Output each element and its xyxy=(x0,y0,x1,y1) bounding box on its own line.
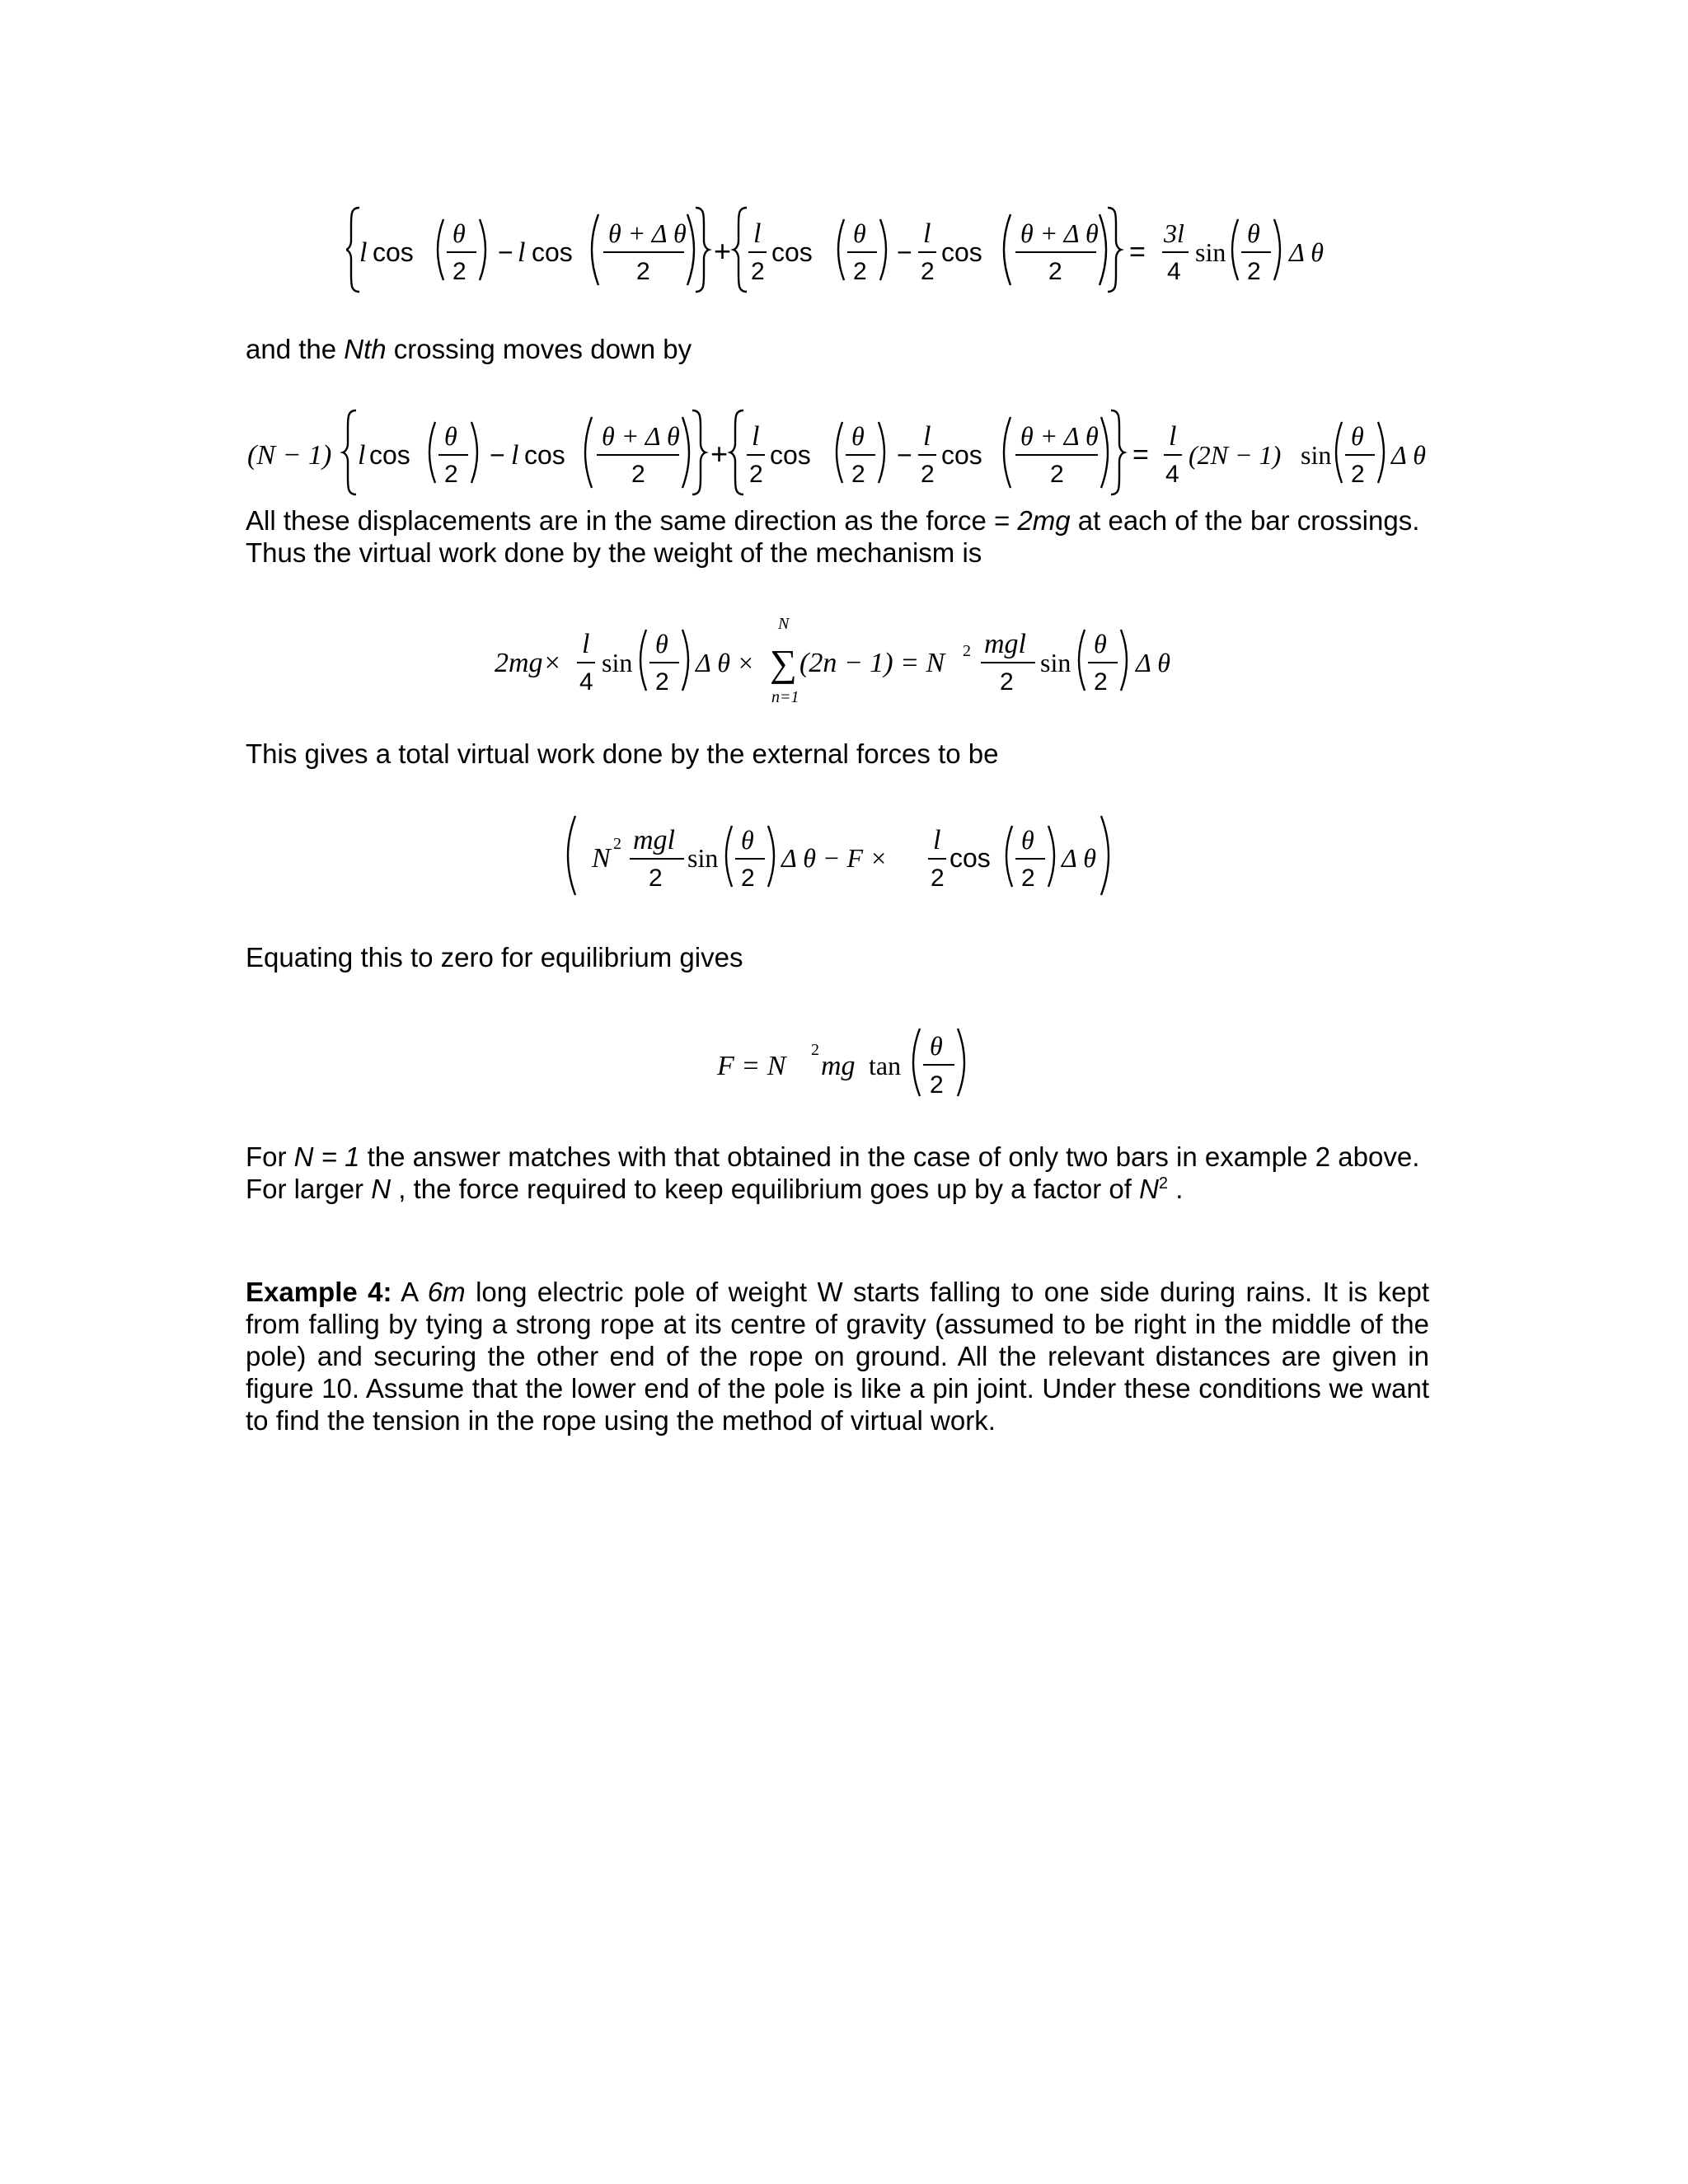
eq2-two3: 2 xyxy=(749,461,763,488)
eq2-minus2: − xyxy=(897,440,912,470)
eq1-two2: 2 xyxy=(636,258,650,285)
eq4-mid: Δ θ − F × xyxy=(781,843,888,873)
paren-open xyxy=(640,630,646,691)
eq4-cos: cos xyxy=(950,843,991,873)
eq2-num: θ + Δ θ xyxy=(602,421,680,451)
eq2-two7: 2 xyxy=(1351,461,1365,488)
eq1-dtheta: Δ θ xyxy=(1289,237,1324,267)
eq4-l: l xyxy=(933,825,941,855)
paren-close xyxy=(1274,219,1280,280)
equation-3 xyxy=(491,602,1217,717)
example-4-label: Example 4: xyxy=(246,1277,392,1307)
eq2-theta: θ xyxy=(444,421,457,451)
eq2-two4: 2 xyxy=(851,461,865,488)
n-equals-one-paragraph: For N = 1 the answer matches with that obtained in the case of only two bars in example 2 above. For larger N , the force required to keep equilibrium goes up by a factor of $N^2$ . xyxy=(246,1141,1420,1204)
brace-close xyxy=(696,208,709,292)
brace-close xyxy=(1111,410,1124,494)
paren-open xyxy=(568,816,575,895)
eq4-dtheta: Δ θ xyxy=(1062,843,1096,873)
brace-close xyxy=(692,410,706,494)
paren-open xyxy=(1336,422,1342,483)
eq4-two3: 2 xyxy=(931,865,945,892)
eq1-cos3: cos xyxy=(771,237,813,267)
paren-open xyxy=(1004,417,1010,488)
paren-open xyxy=(438,219,443,280)
eq2-cos4: cos xyxy=(941,440,982,470)
eq4-theta: θ xyxy=(741,825,754,855)
paren-close xyxy=(1101,816,1109,895)
eq2-two: 2 xyxy=(444,461,458,488)
eq1-equals: = xyxy=(1129,237,1146,268)
eq2-four: 4 xyxy=(1165,461,1179,488)
eq3-theta2: θ xyxy=(1094,629,1107,658)
eq3-mgl: mgl xyxy=(984,629,1026,659)
paren-open xyxy=(837,422,842,483)
equation-4 xyxy=(560,808,1121,907)
brace-open xyxy=(730,410,743,494)
eq2-equals: = xyxy=(1132,439,1149,471)
eq4-sin: sin xyxy=(687,843,719,873)
eq2-num2: θ + Δ θ xyxy=(1020,421,1099,451)
paren-open xyxy=(726,826,732,887)
eq1-l4: l xyxy=(923,218,931,249)
eq2-two6: 2 xyxy=(1050,461,1064,488)
eq2-plus: + xyxy=(710,437,729,471)
paren-close xyxy=(682,630,688,691)
eq1-two4: 2 xyxy=(853,258,867,285)
eq2-minus: − xyxy=(490,440,505,470)
eq1-l3: l xyxy=(753,218,762,249)
eq3-lhs: 2mg× xyxy=(495,648,562,678)
brace-open xyxy=(734,208,747,292)
eq3-dtheta: Δ θ xyxy=(1136,648,1170,677)
total-work-line: This gives a total virtual work done by the external forces to be xyxy=(246,738,999,769)
brace-open xyxy=(346,208,359,292)
paren-close xyxy=(1048,826,1054,887)
eq3-four: 4 xyxy=(579,668,593,696)
eq1-cos4: cos xyxy=(941,237,982,267)
eq1-theta2: θ xyxy=(853,218,866,248)
paren-open xyxy=(913,1029,920,1096)
eq1-two5: 2 xyxy=(921,258,935,285)
eq3-two3: 2 xyxy=(1094,668,1108,696)
eq1-3l: 3l xyxy=(1164,218,1184,248)
eq4-two: 2 xyxy=(649,865,663,892)
eq1-two: 2 xyxy=(452,258,467,285)
equation-5 xyxy=(714,1017,978,1108)
brace-close xyxy=(1108,208,1121,292)
eq1-num2: θ + Δ θ xyxy=(1020,218,1099,248)
paren-open xyxy=(1232,219,1238,280)
paren-close xyxy=(480,219,485,280)
eq3-sigma: ∑ xyxy=(770,642,797,684)
eq1-sin: sin xyxy=(1195,237,1226,267)
paren-close xyxy=(682,417,689,488)
paren-close xyxy=(1100,214,1106,285)
eq2-l2: l xyxy=(511,440,519,471)
equation-1 xyxy=(346,196,1352,303)
eq3-two: 2 xyxy=(655,668,669,696)
paren-close xyxy=(687,214,694,285)
displacements-paragraph: All these displacements are in the same direction as the force = 2mg at each of the bar crossings. Thus the virtual work done by the weight of the mechanism is xyxy=(246,505,1420,568)
eq1-cos2: cos xyxy=(532,237,573,267)
eq1-four: 4 xyxy=(1167,258,1181,285)
paren-open xyxy=(1006,826,1012,887)
eq3-upper: N xyxy=(778,615,790,633)
eq3-sq: 2 xyxy=(963,642,971,660)
eq3-mid: Δ θ × xyxy=(696,648,755,677)
paren-close xyxy=(1101,417,1108,488)
eq3-term: (2n − 1) = N xyxy=(799,648,945,678)
eq1-cos: cos xyxy=(373,237,414,267)
eq2-two2: 2 xyxy=(631,461,645,488)
eq1-theta: θ xyxy=(452,218,466,248)
eq4-theta2: θ xyxy=(1021,825,1034,855)
example-4-paragraph: Example 4: A 6m long electric pole of weight W starts falling to one side during rains. It is kept from falling by tying a strong rope at its centre of gravity (assumed to be right in the middle of the pole) and securing the other end of the rope on ground. All the relevant distances are given in figure 10. Assume that the lower end of the pole is like a pin joint. Under these conditions we want to find the tension in the rope using the method of virtual work. xyxy=(246,1277,1429,1436)
eq2-rhs-mid: (2N − 1) xyxy=(1189,440,1282,470)
eq2-sin: sin xyxy=(1301,440,1332,470)
eq4-sq: 2 xyxy=(613,835,621,853)
eq3-lower: n=1 xyxy=(771,688,799,706)
paren-open xyxy=(585,417,592,488)
eq2-l3: l xyxy=(752,421,760,452)
brace-open xyxy=(343,410,356,494)
paren-close xyxy=(879,422,884,483)
eq3-theta: θ xyxy=(655,629,668,658)
eq5-tan: tan xyxy=(869,1051,902,1080)
eq1-l: l xyxy=(359,237,368,268)
eq3-l: l xyxy=(582,629,590,659)
eq2-l5: l xyxy=(1169,421,1177,452)
eq3-two2: 2 xyxy=(1000,668,1014,696)
eq5-theta: θ xyxy=(930,1031,943,1061)
eq1-num: θ + Δ θ xyxy=(608,218,687,248)
eq5-lhs: F = N xyxy=(717,1051,786,1081)
eq1-l2: l xyxy=(518,237,526,268)
paren-close xyxy=(768,826,774,887)
eq1-minus: − xyxy=(498,237,513,267)
eq2-l4: l xyxy=(923,421,931,452)
eq4-two2: 2 xyxy=(741,865,755,892)
paren-open xyxy=(592,214,598,285)
eq2-cos3: cos xyxy=(770,440,811,470)
paren-close xyxy=(1121,630,1127,691)
paren-close xyxy=(958,1029,964,1096)
eq3-sin: sin xyxy=(602,648,633,677)
eq2-two5: 2 xyxy=(921,461,935,488)
nth-crossing-line: and the Nth crossing moves down by xyxy=(246,334,692,364)
eq2-l: l xyxy=(358,440,366,471)
equating-line: Equating this to zero for equilibrium gives xyxy=(246,942,743,972)
eq5-two: 2 xyxy=(930,1071,944,1099)
eq2-cos: cos xyxy=(369,440,410,470)
eq2-lead: (N − 1) xyxy=(247,440,332,471)
eq1-minus2: − xyxy=(897,237,912,267)
paren-close xyxy=(1378,422,1384,483)
eq5-rest: mg xyxy=(821,1051,856,1081)
eq2-theta2: θ xyxy=(851,421,865,451)
paren-open xyxy=(838,219,844,280)
eq4-two4: 2 xyxy=(1021,865,1035,892)
eq2-theta3: θ xyxy=(1351,421,1364,451)
eq3-sin2: sin xyxy=(1040,648,1071,677)
paren-open xyxy=(1079,630,1085,691)
equation-2 xyxy=(244,399,1447,506)
paren-close xyxy=(471,422,477,483)
paren-open xyxy=(1004,214,1010,285)
eq1-two7: 2 xyxy=(1247,258,1261,285)
eq1-theta3: θ xyxy=(1247,218,1260,248)
eq4-mgl: mgl xyxy=(633,825,675,855)
eq2-dtheta: Δ θ xyxy=(1391,440,1426,470)
paren-open xyxy=(429,422,435,483)
eq2-cos2: cos xyxy=(524,440,565,470)
eq1-two3: 2 xyxy=(751,258,765,285)
eq5-sq: 2 xyxy=(811,1041,819,1059)
eq1-plus: + xyxy=(714,234,732,268)
eq1-two6: 2 xyxy=(1048,258,1062,285)
paren-close xyxy=(880,219,886,280)
eq4-N: N xyxy=(592,843,611,874)
